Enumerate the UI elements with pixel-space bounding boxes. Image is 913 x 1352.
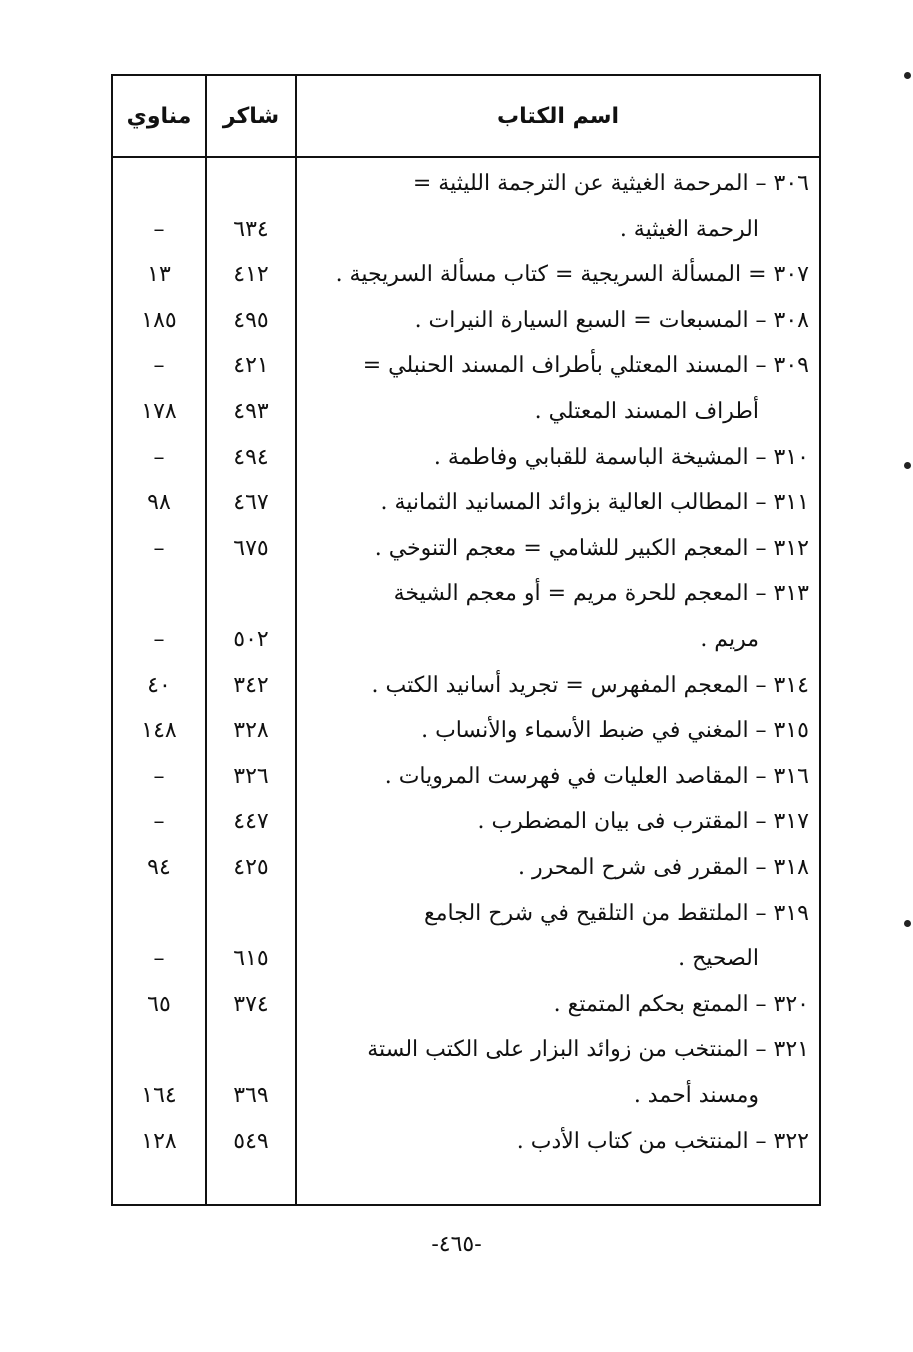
table-row [113,571,819,616]
book-title-cell: ومسند أحمد . [633,1083,759,1108]
manawi-cell: ١٧٨ [141,399,177,424]
shakir-cell: ٥٠٢ [233,627,269,652]
book-title-cell: ٣٠٧ = المسألة السريجية = كتاب مسألة السريجية . [335,262,809,288]
shakir-cell: ٦٧٥ [233,535,269,561]
manawi-cell: – [153,627,165,652]
header-shakir: شاكر [222,103,280,129]
margin-mark [904,920,911,927]
shakir-cell: ٤٩٥ [233,307,269,333]
shakir-cell: ٤٩٣ [233,399,269,424]
manawi-cell [113,891,205,936]
manawi-cell: ٤٠ [147,672,171,698]
table-row [113,891,819,936]
table-row [113,754,819,799]
shakir-cell: ٦١٥ [233,946,269,972]
shakir-cell: ٦٣٤ [233,216,269,242]
manawi-cell: ١٨٥ [141,307,177,333]
table-row [113,526,819,571]
table-row [113,1119,819,1164]
manawi-cell: – [153,946,165,972]
manawi-cell [113,1027,205,1072]
header-book-title: اسم الكتاب [496,103,620,129]
book-title-cell: ٣٢٢ – المنتخب من كتاب الأدب . [516,1128,809,1154]
table-row [113,1027,819,1072]
manawi-cell [113,571,205,616]
book-title-cell: ٣٢١ – المنتخب من زوائد البزار على الكتب الستة [367,1037,809,1063]
shakir-cell: ٤٩٤ [233,444,269,470]
manawi-cell: ٩٤ [147,855,171,880]
manawi-cell: – [153,216,165,242]
table-row [113,845,819,890]
book-title-cell: ٣١١ – المطالب العالية بزوائد المسانيد الثمانية . [380,490,809,516]
table-row [113,663,819,708]
shakir-cell: ٣٢٨ [233,718,269,744]
shakir-cell: ٣٤٢ [233,672,269,698]
table-row [113,207,819,252]
margin-mark [904,72,911,79]
book-title-cell: ٣١٥ – المغني في ضبط الأسماء والأنساب . [421,718,809,744]
shakir-cell: ٤٤٧ [233,809,269,835]
shakir-cell: ٤٢١ [233,353,269,379]
manawi-cell: – [153,444,165,470]
table-row [113,343,819,388]
table-row [113,936,819,981]
table-row [113,799,819,844]
manawi-cell: – [153,535,165,561]
book-title-cell: ٣١٨ – المقرر فى شرح المحرر . [518,855,809,880]
shakir-cell: ٤٦٧ [233,490,269,516]
table-row [113,161,819,206]
book-title-cell: ٣١٢ – المعجم الكبير للشامي = معجم التنوخي . [374,535,809,561]
book-title-cell: ٣١٦ – المقاصد العليات في فهرست المرويات . [384,763,809,789]
table-row [113,617,819,662]
book-title-cell: ٣٠٨ – المسبعات = السبع السيارة النيرات . [414,307,809,333]
table-row [113,252,819,297]
table-row [113,298,819,343]
book-title-cell: ٣١٤ – المعجم المفهرس = تجريد أسانيد الكتب . [371,672,809,698]
book-title-cell: ٣٠٦ – المرحمة الغيثية عن الترجمة الليثية = [412,171,809,196]
shakir-cell: ٤١٢ [233,262,269,288]
shakir-cell: ٣٦٩ [233,1083,269,1108]
shakir-cell: ٥٤٩ [233,1128,269,1154]
table-row [113,389,819,434]
page-number: -٤٦٥- [431,1232,482,1257]
shakir-cell: ٤٢٥ [233,855,269,880]
book-title-cell: مريم . [700,627,759,652]
table-row [113,1073,819,1118]
book-title-cell: الصحيح . [678,946,759,972]
table-row [113,708,819,753]
shakir-cell [207,891,295,936]
index-table [111,74,821,1206]
manawi-cell [113,161,205,206]
book-title-cell: ٣١٧ – المقترب فى بيان المضطرب . [477,809,809,835]
manawi-cell: ١٤٨ [141,718,177,744]
manawi-cell: ١٦٤ [141,1083,177,1108]
manawi-cell: ٩٨ [147,490,171,516]
manawi-cell: – [153,763,165,789]
shakir-cell: ٣٢٦ [233,763,269,789]
shakir-cell [207,571,295,616]
manawi-cell: ٦٥ [147,991,171,1017]
book-title-cell: أطراف المسند المعتلي . [534,399,759,424]
table-row [113,480,819,525]
shakir-cell: ٣٧٤ [233,991,269,1017]
book-title-cell: ٣٢٠ – الممتع بحكم المتمتع . [553,991,809,1017]
shakir-cell [207,1027,295,1072]
table-row [113,435,819,480]
manawi-cell: – [153,809,165,835]
book-title-cell: ٣١٠ – المشيخة الباسمة للقبابي وفاطمة . [433,444,809,470]
book-title-cell: ٣١٣ – المعجم للحرة مريم = أو معجم الشيخة [393,581,809,607]
manawi-cell: – [153,353,165,379]
manawi-cell: ١٢٨ [141,1128,177,1154]
table-row [113,982,819,1027]
manawi-cell: ١٣ [147,262,171,288]
book-title-cell: ٣٠٩ – المسند المعتلي بأطراف المسند الحنبلي = [362,353,809,379]
table-header [113,76,819,158]
margin-mark [904,462,911,469]
shakir-cell [207,161,295,206]
book-title-cell: ٣١٩ – الملتقط من التلقيح في شرح الجامع [424,900,809,926]
book-title-cell: الرحمة الغيثية . [619,216,759,242]
header-manawi: مناوي [126,103,192,129]
